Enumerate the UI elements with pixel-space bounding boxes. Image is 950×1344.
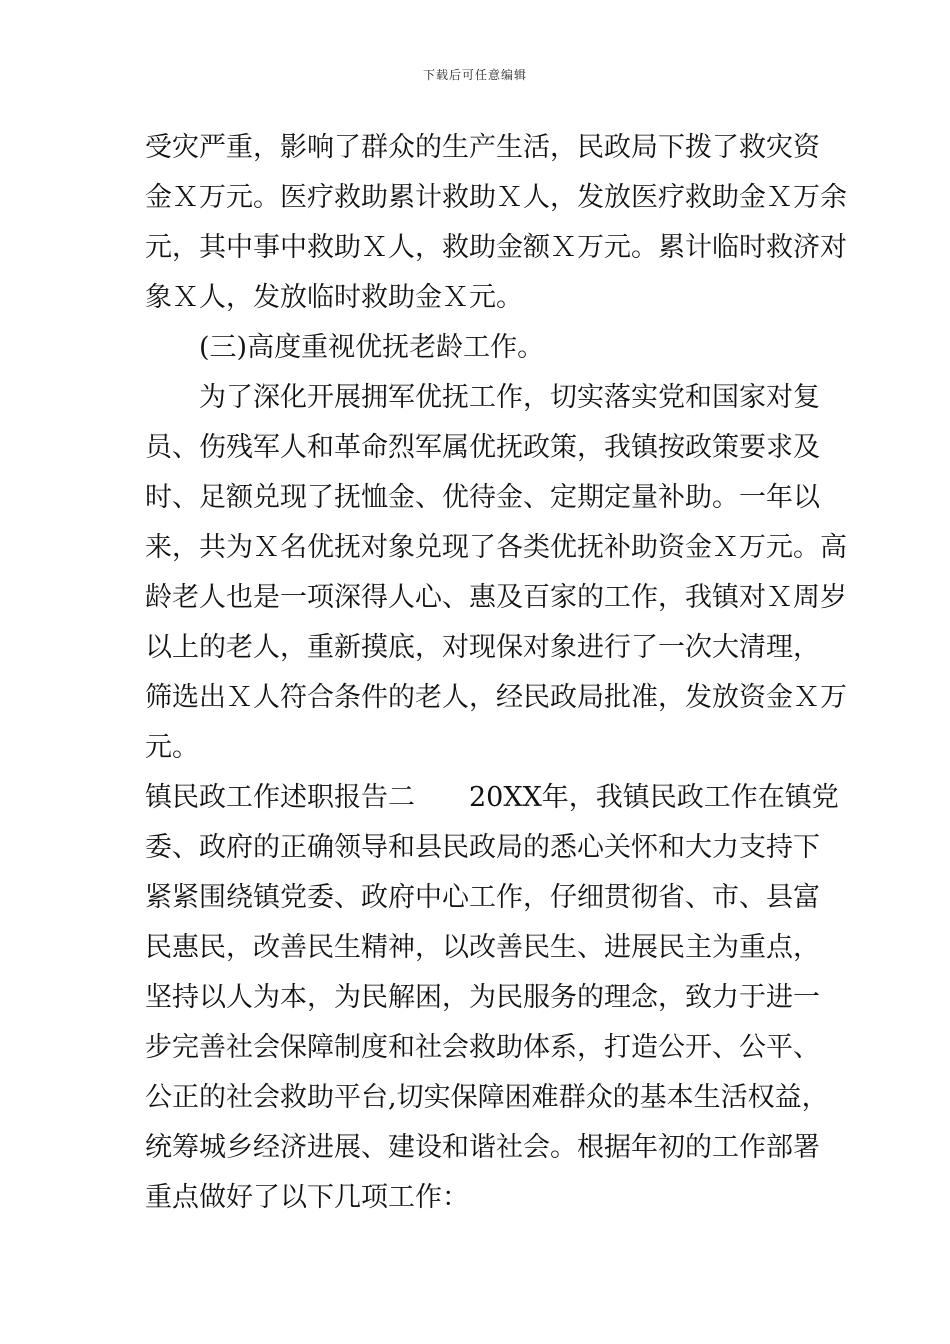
text-line: 时、足额兑现了抚恤金、优待金、定期定量补助。一年以 [145, 482, 820, 513]
text-line: 坚持以人为本，为民解困，为民服务的理念，致力于进一 [145, 982, 820, 1013]
text-line: 步完善社会保障制度和社会救助体系，打造公开、公平、 [145, 1032, 820, 1063]
section-heading: (三)高度重视优抚老龄工作。 [145, 332, 545, 363]
report-title-line: 镇民政工作述职报告二 20XX年，我镇民政工作在镇党 [145, 782, 839, 813]
text-line: 以上的老人，重新摸底，对现保对象进行了一次大清理， [145, 632, 820, 663]
text-line: 员、伤残军人和革命烈军属优抚政策，我镇按政策要求及 [145, 432, 820, 463]
text-line: 元，其中事中救助Ｘ人，救助金额Ｘ万元。累计临时救济对 [145, 232, 847, 263]
text-line: 统筹城乡经济进展、建设和谐社会。根据年初的工作部署 [145, 1132, 820, 1163]
text-line: 委、政府的正确领导和县民政局的悉心关怀和大力支持下 [145, 832, 820, 863]
text-line: 象Ｘ人，发放临时救助金Ｘ元。 [145, 282, 523, 313]
page-header: 下载后可任意编辑 [422, 68, 527, 82]
text-line: 民惠民，改善民生精神，以改善民生、进展民主为重点， [145, 932, 820, 963]
text-line: 重点做好了以下几项工作： [145, 1182, 469, 1213]
text-line: 元。 [145, 732, 199, 763]
text-line: 金Ｘ万元。医疗救助累计救助Ｘ人，发放医疗救助金Ｘ万余 [145, 182, 847, 213]
text-line: 筛选出Ｘ人符合条件的老人，经民政局批准，发放资金Ｘ万 [145, 682, 847, 713]
text-line: 紧紧围绕镇党委、政府中心工作，仔细贯彻省、市、县富 [145, 882, 820, 913]
text-line: 来，共为Ｘ名优抚对象兑现了各类优抚补助资金Ｘ万元。高 [145, 532, 847, 563]
text-line: 为了深化开展拥军优抚工作，切实落实党和国家对复 [145, 382, 820, 413]
text-line: 龄老人也是一项深得人心、惠及百家的工作，我镇对Ｘ周岁 [145, 582, 847, 613]
text-line: 公正的社会救助平台,切实保障困难群众的基本生活权益， [145, 1082, 829, 1113]
text-line: 受灾严重，影响了群众的生产生活，民政局下拨了救灾资 [145, 132, 820, 163]
